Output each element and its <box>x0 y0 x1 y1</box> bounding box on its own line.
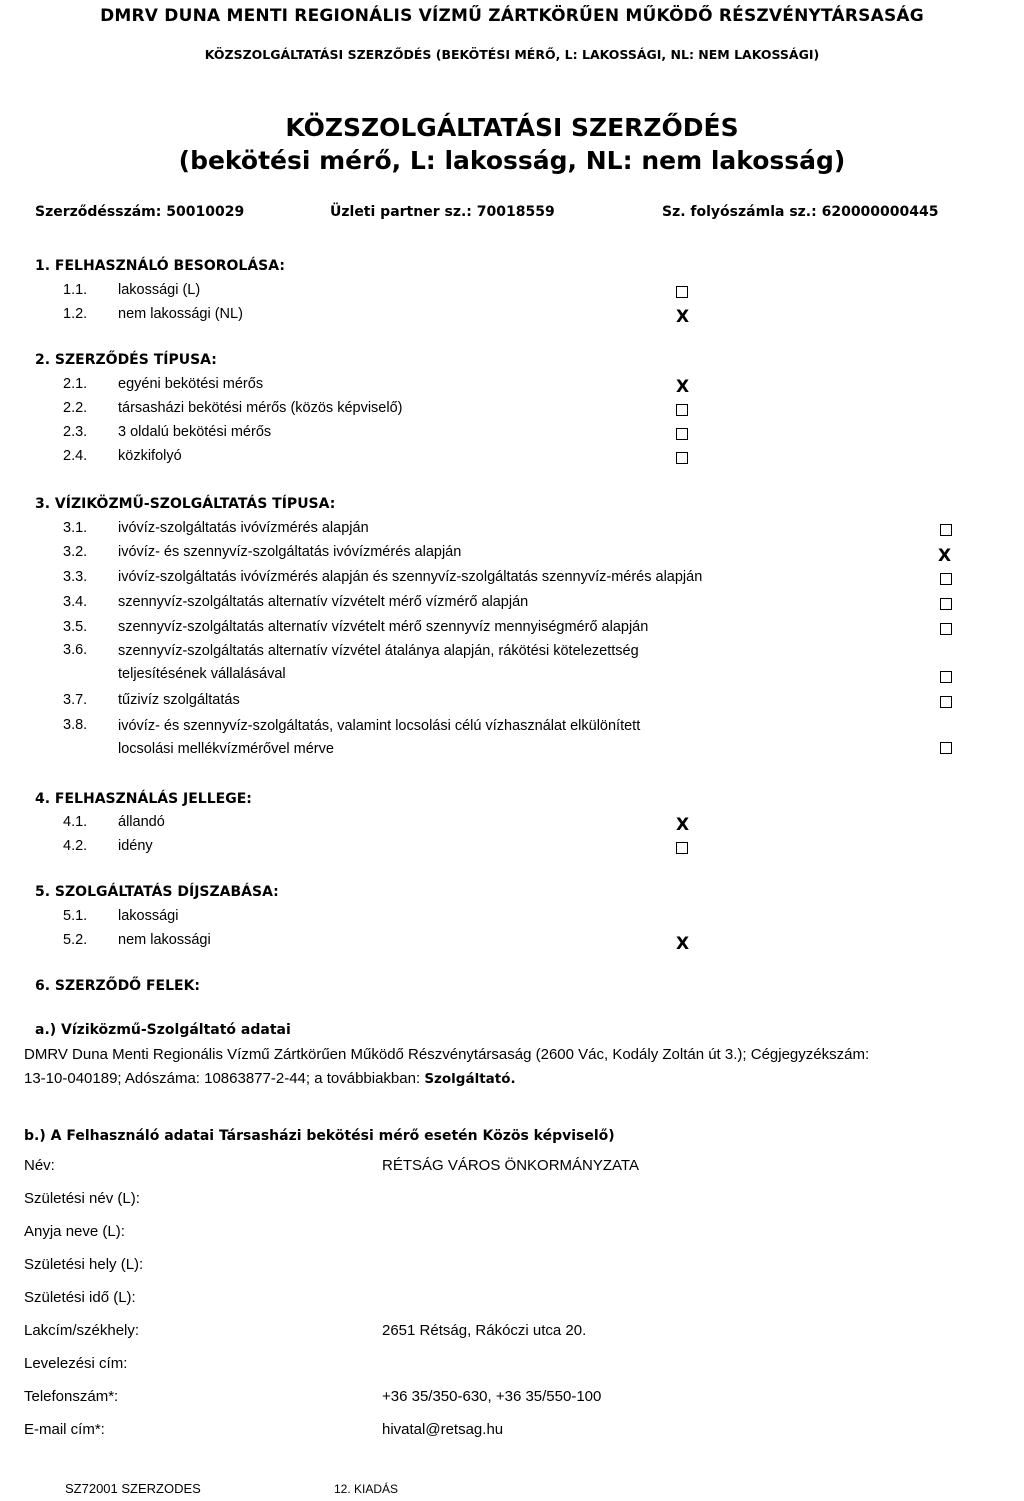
option-row: 2.2. társasházi bekötési mérős (közös képviselő) <box>0 400 1024 420</box>
field-row: Születési hely (L): <box>24 1256 144 1273</box>
section-1-title: 1. FELHASZNÁLÓ BESOROLÁSA: <box>35 258 285 274</box>
document-subheader: KÖZSZOLGÁLTATÁSI SZERZŐDÉS (BEKÖTÉSI MÉRŐ, L: LAKOSSÁGI, NL: NEM LAKOSSÁGI) <box>204 47 820 62</box>
option-row: 2.3. 3 oldalú bekötési mérős <box>0 424 1024 444</box>
option-row: 5.1. lakossági <box>63 908 179 924</box>
checkbox-empty[interactable] <box>940 742 952 754</box>
document-subtitle: (bekötési mérő, L: lakosság, NL: nem lakosság) <box>178 146 846 175</box>
footer-code: SZ72001 SZERZODES <box>65 1481 201 1496</box>
checkbox-checked[interactable]: X <box>676 377 690 397</box>
checkbox-empty[interactable] <box>940 623 952 635</box>
field-row: E-mail cím*: hivatal@retsag.hu <box>24 1421 504 1438</box>
field-row: Levelezési cím: <box>24 1355 128 1372</box>
option-row: 2.1. egyéni bekötési mérős X <box>63 376 690 397</box>
option-row: 3.2. ivóvíz- és szennyvíz-szolgáltatás ivóvízmérés alapján X <box>63 544 952 566</box>
company-name: DMRV DUNA MENTI REGIONÁLIS VÍZMŰ ZÁRTKÖRŰEN MŰKÖDŐ RÉSZVÉNYTÁRSASÁG <box>100 6 924 26</box>
field-row: Anyja neve (L): <box>24 1223 125 1240</box>
section-5-title: 5. SZOLGÁLTATÁS DÍJSZABÁSA: <box>35 884 279 900</box>
field-row: Születési idő (L): <box>24 1289 136 1306</box>
checkbox-empty[interactable] <box>676 428 688 440</box>
field-row: Születési név (L): <box>24 1190 140 1207</box>
option-row: 3.3. ivóvíz-szolgáltatás ivóvízmérés alapján és szennyvíz-szolgáltatás szennyvíz-mérés alapján <box>0 569 1024 589</box>
checkbox-empty[interactable] <box>940 573 952 585</box>
field-row: Név: RÉTSÁG VÁROS ÖNKORMÁNYZATA <box>24 1157 639 1174</box>
footer-edition: 12. KIADÁS <box>334 1482 399 1496</box>
checkbox-empty[interactable] <box>676 452 688 464</box>
checkbox-empty[interactable] <box>940 671 952 683</box>
provider-details-line2: 13-10-040189; Adószáma: 10863877-2-44; a továbbiakban: Szolgáltató. <box>24 1070 516 1087</box>
contract-number: Szerződésszám: 50010029 <box>35 204 245 220</box>
section-6-title: 6. SZERZŐDŐ FELEK: <box>35 978 201 994</box>
option-row: 1.1. lakossági (L) <box>0 282 1024 302</box>
checkbox-checked[interactable]: X <box>676 934 690 954</box>
checkbox-checked[interactable]: X <box>676 307 690 327</box>
option-row: 1.2. nem lakossági (NL) X <box>63 306 690 327</box>
section-4-title: 4. FELHASZNÁLÁS JELLEGE: <box>35 791 252 807</box>
checkbox-empty[interactable] <box>676 842 688 854</box>
user-title: b.) A Felhasználó adatai Társasházi bekötési mérő esetén Közös képviselő) <box>24 1128 615 1144</box>
section-2-title: 2. SZERZŐDÉS TÍPUSA: <box>35 352 217 368</box>
option-row: 5.2. nem lakossági X <box>63 932 690 954</box>
field-row: Telefonszám*: +36 35/350-630, +36 35/550-100 <box>24 1388 602 1405</box>
checkbox-empty[interactable] <box>676 404 688 416</box>
checkbox-checked[interactable]: X <box>938 546 952 566</box>
provider-title: a.) Víziközmű-Szolgáltató adatai <box>35 1022 291 1038</box>
provider-details-line1: DMRV Duna Menti Regionális Vízmű Zártkörűen Működő Részvénytársaság (2600 Vác, Kodály Zoltán út 3.); Cégjegyzékszám: <box>24 1046 870 1063</box>
checkbox-empty[interactable] <box>676 286 688 298</box>
option-row: 3.6. szennyvíz-szolgáltatás alternatív vízvétel átalánya alapján, rákötési kötelezettség teljesítésének vállalásával <box>0 642 1024 688</box>
option-row: 3.1. ivóvíz-szolgáltatás ivóvízmérés alapján <box>0 520 1024 540</box>
option-row: 4.1. állandó X <box>63 814 690 835</box>
checkbox-empty[interactable] <box>940 696 952 708</box>
checkbox-empty[interactable] <box>940 524 952 536</box>
account-number: Sz. folyószámla sz.: 620000000445 <box>662 204 939 220</box>
option-row: 3.8. ivóvíz- és szennyvíz-szolgáltatás, valamint locsolási célú vízhasználat elkülönített locsolási mellékvízmérővel mérve <box>0 717 1024 763</box>
option-row: 3.4. szennyvíz-szolgáltatás alternatív vízvételt mérő vízmérő alapján <box>0 594 1024 614</box>
checkbox-empty[interactable] <box>940 598 952 610</box>
option-row: 4.2. idény <box>0 838 1024 858</box>
partner-number: Üzleti partner sz.: 70018559 <box>330 204 555 220</box>
field-row: Lakcím/székhely: 2651 Rétság, Rákóczi utca 20. <box>24 1322 587 1339</box>
document-title: KÖZSZOLGÁLTATÁSI SZERZŐDÉS <box>285 113 739 142</box>
option-row: 3.7. tűzivíz szolgáltatás <box>0 692 1024 712</box>
option-row: 2.4. közkifolyó <box>0 448 1024 468</box>
option-row: 3.5. szennyvíz-szolgáltatás alternatív vízvételt mérő szennyvíz mennyiségmérő alapján <box>0 619 1024 639</box>
section-3-title: 3. VÍZIKÖZMŰ-SZOLGÁLTATÁS TÍPUSA: <box>35 496 336 512</box>
checkbox-checked[interactable]: X <box>676 815 690 835</box>
